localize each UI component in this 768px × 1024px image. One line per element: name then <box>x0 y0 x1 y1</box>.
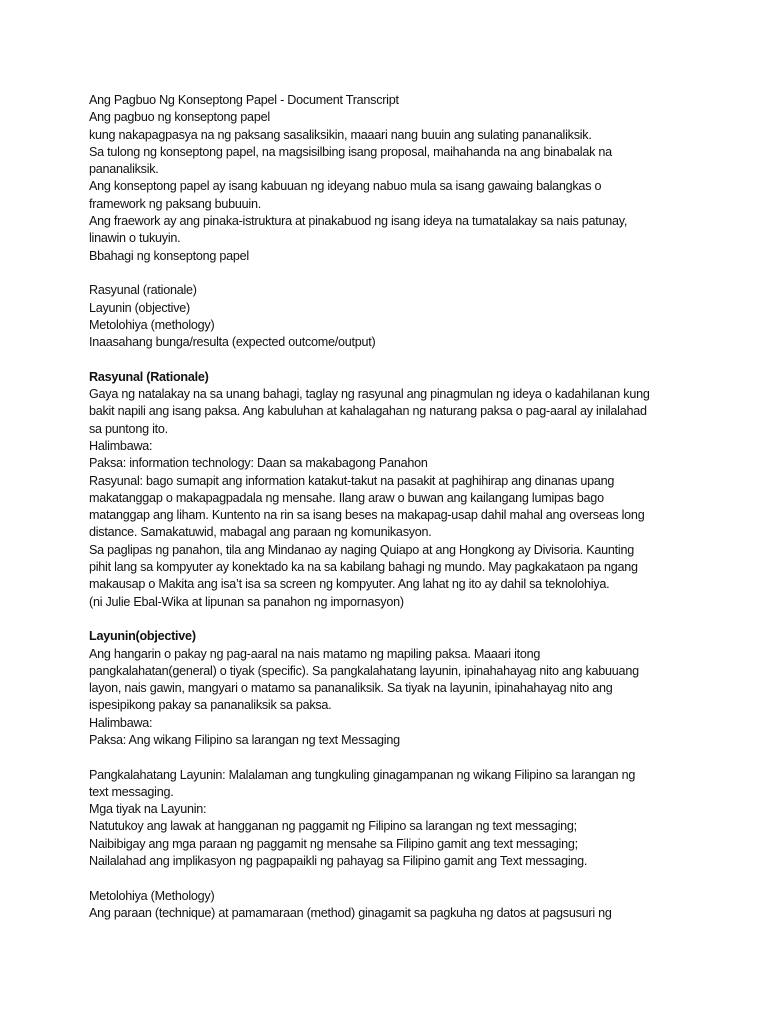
text-line: Layunin (objective) <box>89 300 190 315</box>
blank-line <box>89 351 689 368</box>
section-heading: Rasyunal (Rationale) <box>89 369 209 384</box>
text-line: layon, nais gawin, mangyari o matamo sa pananaliksik. Sa tiyak na layunin, ipinahahayag nito ang <box>89 681 613 696</box>
text-line: Sa tulong ng konseptong papel, na magsisilbing isang proposal, maihahanda na ang binabalak na <box>89 144 612 159</box>
text-line: Halimbawa: <box>89 438 153 453</box>
text-line: Inaasahang bunga/resulta (expected outcome/output) <box>89 335 376 350</box>
text-line: Ang pagbuo ng konseptong papel <box>89 110 270 125</box>
text-line: kung nakapagpasya na ng paksang sasaliksikin, maaari nang buuin ang sulating pananaliksik. <box>89 127 592 142</box>
text-line: Paksa: information technology: Daan sa makabagong Panahon <box>89 456 428 471</box>
text-line: Ang hangarin o pakay ng pag-aaral na nais matamo ng mapiling paksa. Maaari itong <box>89 646 541 661</box>
text-line: Pangkalahatang Layunin: Malalaman ang tungkuling ginagampanan ng wikang Filipino sa larangan ng <box>89 767 636 782</box>
text-line: Ang fraework ay ang pinaka-istruktura at pinakabuod ng isang ideya na tumatalakay sa nais patunay, <box>89 214 628 229</box>
text-line: distance. Samakatuwid, mabagal ang paraan ng komunikasyon. <box>89 525 432 540</box>
text-line: text messaging. <box>89 784 174 799</box>
text-line: sa puntong ito. <box>89 421 168 436</box>
text-line: pihit lang sa kompyuter ay konektado ka na sa kabilang bahagi ng mundo. May pagkakataon pa ngang <box>89 560 638 575</box>
text-line: Bbahagi ng konseptong papel <box>89 248 249 263</box>
blank-line <box>89 265 689 282</box>
text-line: pananaliksik. <box>89 162 159 177</box>
text-line: Sa paglipas ng panahon, tila ang Mindanao ay naging Quiapo at ang Hongkong ay Divisoria. Kaunting <box>89 542 634 557</box>
text-line: Gaya ng natalakay na sa unang bahagi, taglay ng rasyunal ang pinagmulan ng ideya o kadahilanan kung <box>89 387 650 402</box>
text-line: framework ng paksang bubuuin. <box>89 196 261 211</box>
text-line: ispesipikong pakay sa pananaliksik sa paksa. <box>89 698 332 713</box>
text-line: matanggap ang liham. Kuntento na rin sa isang beses na makapag-usap dahil mahal ang overseas long <box>89 508 645 523</box>
text-line: Rasyunal (rationale) <box>89 283 197 298</box>
text-line: Halimbawa: <box>89 715 153 730</box>
text-line: (ni Julie Ebal-Wika at lipunan sa panahon ng impornasyon) <box>89 594 404 609</box>
section-heading: Layunin(objective) <box>89 629 196 644</box>
text-line: Ang konseptong papel ay isang kabuuan ng ideyang nabuo mula sa isang gawaing balangkas o <box>89 179 602 194</box>
text-line: Mga tiyak na Layunin: <box>89 802 207 817</box>
text-line: Nailalahad ang implikasyon ng pagpapaikli ng pahayag sa Filipino gamit ang Text messaging. <box>89 854 588 869</box>
document-title: Ang Pagbuo Ng Konseptong Papel - Document Transcript <box>89 93 399 107</box>
text-line: Rasyunal: bago sumapit ang information katakut-takut na pasakit at paghihirap ang dinanas upang <box>89 473 615 488</box>
text-line: Ang paraan (technique) at pamamaraan (method) ginagamit sa pagkuha ng datos at pagsusuri ng <box>89 905 612 920</box>
blank-line <box>89 611 689 628</box>
text-line: Natutukoy ang lawak at hangganan ng paggamit ng Filipino sa larangan ng text messaging; <box>89 819 577 834</box>
text-line: pangkalahatan(general) o tiyak (specific). Sa pangkalahatang layunin, ipinahahayag nito ang kabuuang <box>89 663 639 678</box>
text-line: bakit napili ang isang paksa. Ang kabuluhan at kahalagahan ng naturang paksa o pag-aaral ay inilalahad <box>89 404 647 419</box>
document-body <box>89 92 689 922</box>
text-line: Paksa: Ang wikang Filipino sa larangan ng text Messaging <box>89 732 400 747</box>
text-line: Metolohiya (methology) <box>89 317 215 332</box>
text-line: linawin o tukuyin. <box>89 231 181 246</box>
text-line: Naibibigay ang mga paraan ng paggamit ng mensahe sa Filipino gamit ang text messaging; <box>89 836 578 851</box>
text-line: Metolohiya (Methology) <box>89 888 215 903</box>
text-line: makatanggap o makapagpadala ng mensahe. Ilang araw o buwan ang kailangang lumipas bago <box>89 490 604 505</box>
blank-line <box>89 749 689 766</box>
text-line: makausap o Makita ang isa’t isa sa screen ng kompyuter. Ang lahat ng ito ay dahil sa teknolohiya. <box>89 577 610 592</box>
blank-line <box>89 870 689 887</box>
